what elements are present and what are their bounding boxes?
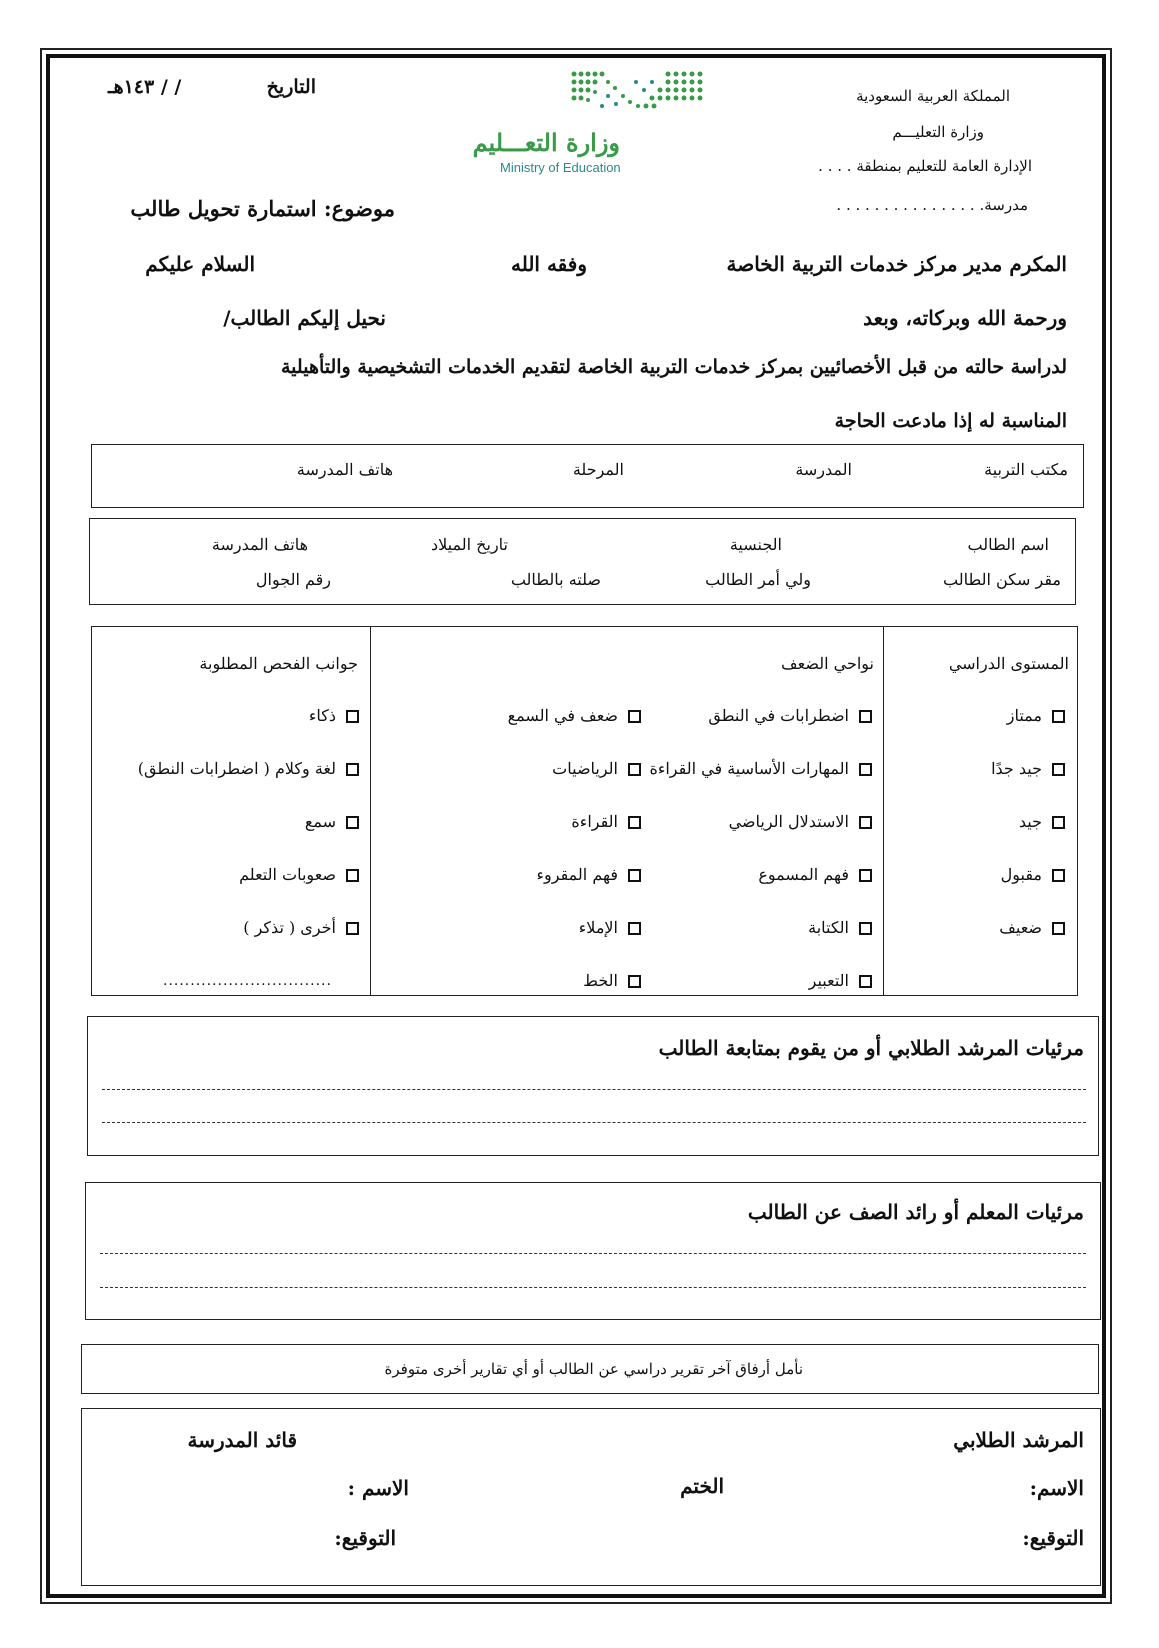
option-label: فهم المقروء: [536, 865, 618, 884]
ministry-line: وزارة التعليـــم: [892, 123, 984, 141]
option-label: فهم المسموع: [758, 865, 849, 884]
counselor-line-2[interactable]: [102, 1122, 1086, 1123]
subject-title: موضوع: استمارة تحويل طالب: [130, 196, 395, 221]
option-label: الرياضيات: [552, 759, 618, 778]
checkbox[interactable]: [859, 869, 872, 882]
checkbox[interactable]: [859, 922, 872, 935]
option-label: ضعيف: [999, 918, 1042, 937]
checkbox[interactable]: [346, 816, 359, 829]
checkbox[interactable]: [628, 710, 641, 723]
counselor-name-field[interactable]: الاسم:: [1029, 1476, 1084, 1500]
checkbox[interactable]: [628, 922, 641, 935]
ministry-logo-icon: [568, 68, 718, 113]
body-line-2: المناسبة له إذا مادعت الحاجة: [834, 410, 1067, 432]
checkbox[interactable]: [859, 763, 872, 776]
option-label: الإملاء: [578, 918, 618, 937]
exam-option[interactable]: [305, 812, 359, 831]
option-label: اضطرابات في النطق: [708, 706, 849, 725]
option-label: أخرى ( تذكر ): [243, 918, 336, 937]
level-option[interactable]: [1019, 812, 1065, 831]
weakness-option[interactable]: [508, 706, 641, 725]
level-option[interactable]: [991, 759, 1065, 778]
blessing: ورحمة الله وبركاته، وبعد: [863, 306, 1067, 330]
weakness-option[interactable]: [552, 759, 641, 778]
option-label: ممتاز: [1006, 706, 1042, 725]
counselor-line-1[interactable]: [102, 1089, 1086, 1090]
teacher-notes-title: مرئيات المعلم أو رائد الصف عن الطالب: [747, 1200, 1084, 1224]
assessment-box: [91, 626, 1078, 996]
nationality-label: الجنسية: [729, 535, 782, 554]
option-label: المهارات الأساسية في القراءة: [649, 759, 849, 778]
teacher-line-1[interactable]: [100, 1253, 1086, 1254]
residence-label: مقر سكن الطالب: [943, 570, 1061, 589]
weakness-option[interactable]: [808, 918, 872, 937]
principal-name-field[interactable]: الاسم :: [347, 1476, 409, 1500]
counselor-label: المرشد الطلابي: [953, 1428, 1084, 1452]
checkbox[interactable]: [1052, 816, 1065, 829]
checkbox[interactable]: [859, 975, 872, 988]
addressee: المكرم مدير مركز خدمات التربية الخاصة: [726, 252, 1067, 276]
level-header: المستوى الدراسي: [948, 654, 1069, 673]
option-label: ضعف في السمع: [507, 706, 618, 725]
ministry-name-en: Ministry of Education: [500, 160, 621, 175]
other-dots[interactable]: ...............................: [163, 973, 332, 989]
checkbox[interactable]: [1052, 763, 1065, 776]
exam-option[interactable]: [309, 706, 359, 725]
option-label: القراءة: [571, 812, 618, 831]
option-label: التعبير: [808, 971, 849, 990]
kingdom-line: المملكة العربية السعودية: [856, 87, 1010, 105]
birth-date-label: تاريخ الميلاد: [431, 535, 508, 554]
counselor-notes-title: مرئيات المرشد الطلابي أو من يقوم بمتابعة الطالب: [658, 1036, 1084, 1060]
weakness-option[interactable]: [729, 812, 872, 831]
option-label: سمع: [304, 812, 336, 831]
level-option[interactable]: [999, 918, 1065, 937]
checkbox[interactable]: [628, 869, 641, 882]
exam-option[interactable]: [243, 918, 359, 937]
relation-label: صلته بالطالب: [510, 570, 601, 589]
option-label: الكتابة: [808, 918, 849, 937]
level-option[interactable]: [1007, 706, 1065, 725]
checkbox[interactable]: [1052, 922, 1065, 935]
school-line[interactable]: مدرسة. . . . . . . . . . . . . . . .: [836, 196, 1028, 214]
office-label: مكتب التربية: [984, 460, 1068, 479]
checkbox[interactable]: [628, 763, 641, 776]
weakness-option[interactable]: [583, 971, 641, 990]
date-value[interactable]: / / ١٤٣هـ: [108, 76, 182, 98]
option-label: جيد: [1018, 812, 1042, 831]
weakness-header: نواحي الضعف: [781, 654, 874, 673]
weakness-option[interactable]: [758, 865, 872, 884]
option-label: جيد جدًا: [991, 759, 1042, 778]
school-phone-label: هاتف المدرسة: [296, 460, 393, 479]
column-divider-left: [370, 626, 371, 996]
exam-option[interactable]: [138, 759, 359, 778]
ministry-name-ar: وزارة التعـــليم: [472, 128, 620, 157]
weakness-option[interactable]: [571, 812, 641, 831]
checkbox[interactable]: [1052, 869, 1065, 882]
counselor-signature-field[interactable]: التوقيع:: [1022, 1526, 1084, 1550]
wish: وفقه الله: [510, 252, 587, 276]
mobile-label: رقم الجوال: [255, 570, 331, 589]
option-label: صعوبات التعلم: [239, 865, 336, 884]
option-label: الاستدلال الرياضي: [728, 812, 849, 831]
option-label: مقبول: [1000, 865, 1042, 884]
stage-label: المرحلة: [572, 460, 624, 479]
weakness-option[interactable]: [809, 971, 872, 990]
student-info-box: [89, 518, 1076, 605]
weakness-option[interactable]: [649, 759, 872, 778]
guardian-label: ولي أمر الطالب: [705, 570, 811, 589]
checkbox[interactable]: [859, 710, 872, 723]
attachment-note: نأمل أرفاق آخر تقرير دراسي عن الطالب أو أي تقارير أخرى متوفرة: [384, 1360, 803, 1378]
option-label: الخط: [583, 971, 618, 990]
checkbox[interactable]: [346, 710, 359, 723]
stamp-label: الختم: [680, 1474, 724, 1498]
body-line-1: لدراسة حالته من قبل الأخصائيين بمركز خدمات التربية الخاصة لتقديم الخدمات التشخيصية والتأهيلية: [281, 356, 1067, 378]
exam-header: جوانب الفحص المطلوبة: [199, 654, 358, 673]
date-label: التاريخ: [266, 76, 316, 98]
principal-label: قائد المدرسة: [187, 1428, 297, 1452]
admin-line: الإدارة العامة للتعليم بمنطقة . . . .: [818, 157, 1032, 175]
checkbox[interactable]: [346, 922, 359, 935]
greeting: السلام عليكم: [145, 252, 255, 276]
school-label: المدرسة: [795, 460, 852, 479]
checkbox[interactable]: [346, 763, 359, 776]
exam-option[interactable]: [239, 865, 359, 884]
weakness-option[interactable]: [708, 706, 872, 725]
checkbox[interactable]: [628, 975, 641, 988]
option-label: لغة وكلام ( اضطرابات النطق): [137, 759, 336, 778]
student-name-label: اسم الطالب: [967, 535, 1049, 554]
checkbox[interactable]: [1052, 710, 1065, 723]
principal-signature-field[interactable]: التوقيع:: [334, 1526, 396, 1550]
option-label: ذكاء: [308, 706, 336, 725]
student-school-phone-label: هاتف المدرسة: [211, 535, 308, 554]
weakness-option[interactable]: [537, 865, 642, 884]
checkbox[interactable]: [628, 816, 641, 829]
checkbox[interactable]: [859, 816, 872, 829]
teacher-line-2[interactable]: [100, 1287, 1086, 1288]
checkbox[interactable]: [346, 869, 359, 882]
column-divider-right: [883, 626, 884, 996]
referral[interactable]: نحيل إليكم الطالب/: [223, 306, 386, 330]
level-option[interactable]: [1001, 865, 1065, 884]
weakness-option[interactable]: [579, 918, 641, 937]
